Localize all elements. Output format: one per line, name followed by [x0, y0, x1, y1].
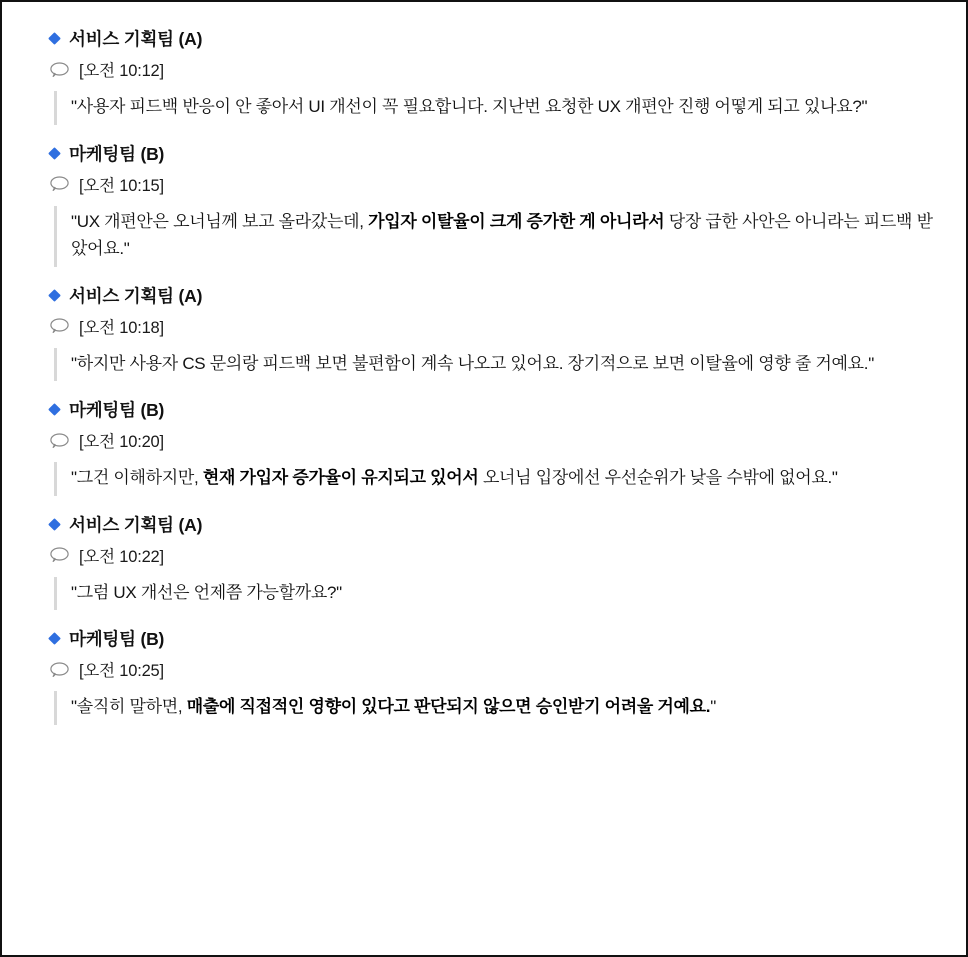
diamond-bullet-icon	[48, 403, 61, 416]
quote-text: "솔직히 말하면,	[71, 697, 187, 717]
quote-emphasis: 현재 가입자 증가율이 유지되고 있어서	[202, 468, 479, 488]
quote-text: "	[710, 697, 716, 717]
diamond-bullet-icon	[48, 518, 61, 531]
quote-text: 당장 급한 사안은 아니라는 피드백 받았어요."	[71, 211, 933, 259]
quote-emphasis: 매출에 직접적인 영향이 있다고 판단되지 않으면 승인받기 어려울 거예요.	[186, 697, 711, 717]
timestamp-text: [오전 10:20]	[79, 433, 164, 452]
chat-message	[32, 135, 938, 267]
timestamp-text: [오전 10:25]	[79, 662, 164, 681]
timestamp-text: [오전 10:22]	[79, 547, 164, 566]
quote-text: "하지만 사용자 CS 문의랑 피드백 보면 불편함이 계속 나오고 있어요. 장기적으로 보면 이탈율에 영향 줄 거예요."	[71, 353, 874, 373]
timestamp-row	[32, 53, 938, 85]
conversation-log	[12, 12, 956, 945]
speaker-name: 서비스 기획팀 (A)	[69, 285, 203, 306]
chat-message	[32, 20, 938, 125]
timestamp-row	[32, 168, 938, 200]
quote-text: "UX 개편안은 오너님께 보고 올라갔는데,	[71, 211, 369, 231]
speaker-row	[32, 620, 938, 653]
timestamp-row	[32, 653, 938, 685]
speech-bubble-icon	[50, 547, 69, 562]
message-quote	[54, 691, 938, 725]
speaker-row	[32, 391, 938, 424]
timestamp-row	[32, 539, 938, 571]
quote-text: "그건 이해하지만,	[71, 468, 203, 488]
speaker-row	[32, 277, 938, 310]
chat-message	[32, 620, 938, 725]
message-quote	[54, 577, 938, 611]
quote-text: 오너님 입장에선 우선순위가 낮을 수밖에 없어요."	[478, 468, 838, 488]
speaker-name: 마케팅팀 (B)	[69, 400, 165, 421]
diamond-bullet-icon	[48, 147, 61, 160]
diamond-bullet-icon	[48, 32, 61, 45]
timestamp-text: [오전 10:15]	[79, 176, 164, 195]
speaker-row	[32, 20, 938, 53]
speaker-name: 마케팅팀 (B)	[69, 143, 165, 164]
quote-text: "그럼 UX 개선은 언제쯤 가능할까요?"	[71, 582, 342, 602]
speech-bubble-icon	[50, 176, 69, 191]
speech-bubble-icon	[50, 662, 69, 677]
quote-text: "사용자 피드백 반응이 안 좋아서 UI 개선이 꼭 필요합니다. 지난번 요청한 UX 개편안 진행 어떻게 되고 있나요?"	[71, 97, 868, 116]
message-quote	[54, 206, 938, 267]
speaker-row	[32, 506, 938, 539]
speech-bubble-icon	[50, 433, 69, 448]
chat-message	[32, 506, 938, 611]
chat-message	[32, 391, 938, 496]
timestamp-row	[32, 310, 938, 342]
timestamp-row	[32, 424, 938, 456]
speaker-name: 서비스 기획팀 (A)	[69, 514, 203, 535]
speech-bubble-icon	[50, 62, 69, 77]
speaker-name: 서비스 기획팀 (A)	[69, 29, 203, 49]
chat-message	[32, 277, 938, 382]
message-quote	[54, 348, 938, 382]
diamond-bullet-icon	[48, 632, 61, 645]
speech-bubble-icon	[50, 318, 69, 333]
speaker-row	[32, 135, 938, 168]
speaker-name: 마케팅팀 (B)	[69, 629, 165, 650]
quote-emphasis: 가입자 이탈율이 크게 증가한 게 아니라서	[368, 211, 665, 231]
timestamp-text: [오전 10:12]	[79, 62, 164, 80]
message-quote	[54, 462, 938, 496]
message-quote	[54, 91, 938, 125]
diamond-bullet-icon	[48, 289, 61, 302]
timestamp-text: [오전 10:18]	[79, 318, 164, 337]
